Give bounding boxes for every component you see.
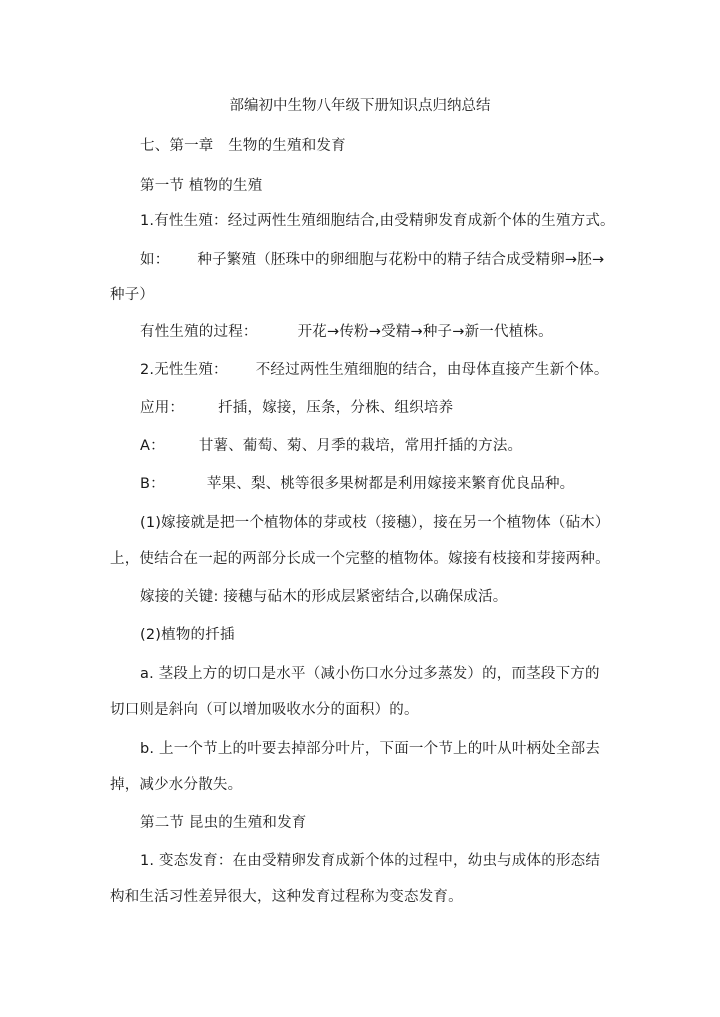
asexual-text: 不经过两性生殖细胞的结合，由母体直接产生新个体。 [255, 362, 609, 378]
section-heading-1: 第一节 植物的生殖 [140, 178, 263, 194]
paragraph-cutting-a-cont: 切口则是斜向（可以增加吸收水分的面积）的。 [110, 702, 419, 718]
paragraph-grafting-1: (1)嫁接就是把一个植物体的芽或枝（接穗），接在另一个植物体（砧木） [140, 515, 610, 531]
paragraph-metamorphosis: 1. 变态发育：在由受精卵发育成新个体的过程中，幼虫与成体的形态结 [140, 853, 601, 869]
paragraph-application [140, 398, 620, 418]
paragraph-asexual [140, 360, 620, 380]
process-label: 有性生殖的过程： [140, 324, 258, 340]
example-label: 如： [140, 252, 170, 268]
paragraph-process [140, 322, 620, 342]
page-title: 部编初中生物八年级下册知识点归纳总结 [229, 98, 491, 114]
paragraph-metamorphosis-cont: 构和生活习性差异很大，这种发育过程称为变态发育。 [110, 889, 463, 905]
b-label: B： [140, 476, 165, 492]
chapter-heading: 七、第一章 生物的生殖和发育 [140, 138, 346, 154]
paragraph-grafting-key: 嫁接的关键: 接穗与砧木的形成层紧密结合,以确保成活。 [140, 589, 508, 605]
paragraph-cutting-a: a. 茎段上方的切口是水平（减小伤口水分过多蒸发）的，而茎段下方的 [140, 666, 600, 682]
application-text: 扦插，嫁接，压条，分株、组织培养 [218, 400, 454, 416]
paragraph-example-cont: 种子） [110, 287, 155, 303]
paragraph-example [140, 250, 620, 270]
paragraph-grafting-1-cont: 上，使结合在一起的两部分长成一个完整的植物体。嫁接有枝接和芽接两种。 [110, 551, 610, 567]
paragraph-b [140, 474, 620, 494]
paragraph-sexual-reproduction: 1.有性生殖：经过两性生殖细胞结合,由受精卵发育成新个体的生殖方式。 [140, 213, 615, 229]
paragraph-cutting-b-cont: 掉，减少水分散失。 [110, 777, 243, 793]
a-text: 甘薯、葡萄、菊、月季的栽培，常用扦插的方法。 [198, 438, 523, 454]
application-label: 应用： [140, 400, 185, 416]
asexual-label: 2.无性生殖： [140, 362, 228, 378]
paragraph-cutting-heading: (2)植物的扦插 [140, 627, 235, 643]
paragraph-a [140, 436, 620, 456]
process-text: 开花→传粉→受精→种子→新一代植株。 [297, 324, 553, 340]
a-label: A： [140, 438, 165, 454]
section-heading-2: 第二节 昆虫的生殖和发育 [140, 815, 307, 831]
b-text: 苹果、梨、桃等很多果树都是利用嫁接来繁育优良品种。 [206, 476, 575, 492]
example-text: 种子繁殖（胚珠中的卵细胞与花粉中的精子结合成受精卵→胚→ [197, 252, 605, 268]
paragraph-cutting-b: b. 上一个节上的叶要去掉部分叶片，下面一个节上的叶从叶柄处全部去 [140, 741, 601, 757]
